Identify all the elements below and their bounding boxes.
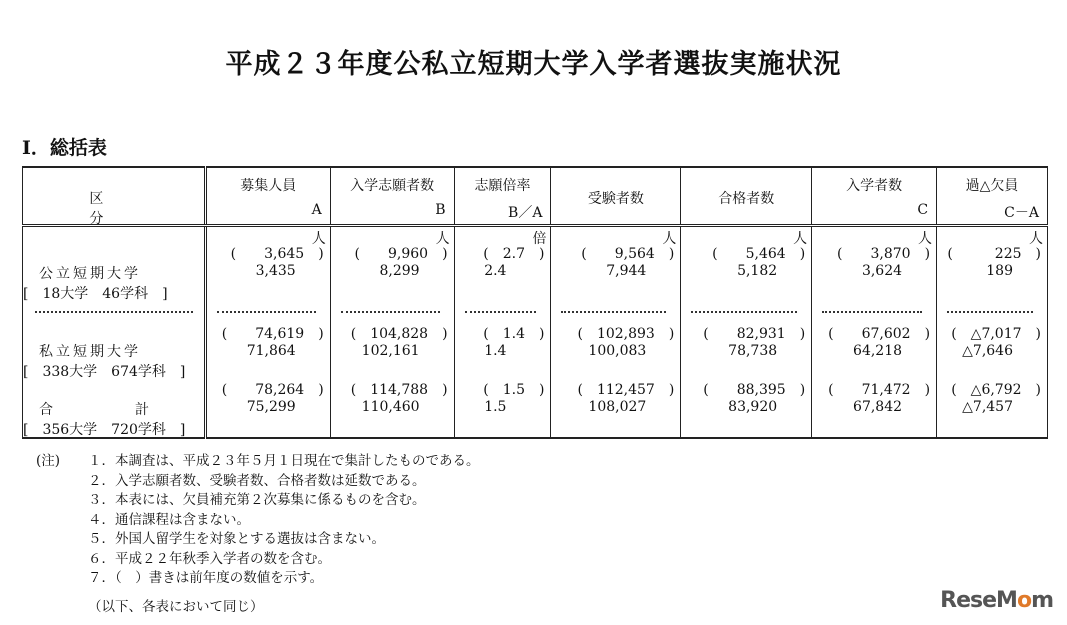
current-value: 1.5 bbox=[484, 399, 507, 415]
prev-year-value: ( △7,017 ) bbox=[951, 326, 1041, 342]
row-divider bbox=[217, 311, 316, 313]
current-value: 102,161 bbox=[361, 343, 420, 359]
header-ratio: 志願倍率 B／A bbox=[454, 167, 551, 226]
unit-label: 人 bbox=[1029, 231, 1043, 247]
column-enrolled bbox=[812, 226, 937, 439]
column-recruitment bbox=[205, 226, 330, 439]
prev-year-value: ( 1.5 ) bbox=[483, 382, 545, 398]
header-recruitment: 募集人員 A bbox=[205, 167, 330, 226]
prev-year-value: ( 88,395 ) bbox=[703, 382, 806, 398]
header-enrolled: 入学者数 C bbox=[812, 167, 937, 226]
row-divider bbox=[691, 311, 797, 313]
current-value: 71,864 bbox=[246, 343, 296, 359]
prev-year-value: ( 78,264 ) bbox=[221, 382, 324, 398]
row-divider bbox=[822, 311, 922, 313]
prev-year-value: ( 225 ) bbox=[947, 246, 1041, 262]
section-heading: Ⅰ．総括表 bbox=[22, 137, 107, 159]
note-item: ５．外国人留学生を対象とする選抜は含まない。 bbox=[88, 531, 385, 547]
column-ratio bbox=[454, 226, 551, 439]
prev-year-value: ( 104,828 ) bbox=[350, 326, 448, 342]
current-value: 5,182 bbox=[737, 263, 778, 279]
unit-label: 人 bbox=[311, 231, 326, 247]
current-value: 189 bbox=[986, 263, 1013, 279]
column-passed bbox=[681, 226, 812, 439]
note-item: ２．入学志願者数、受験者数、合格者数は延数である。 bbox=[88, 472, 426, 489]
current-value: 8,299 bbox=[379, 263, 420, 279]
note-item: １．本調査は、平成２３年５月１日現在で集計したものである。 bbox=[88, 453, 480, 469]
prev-year-value: ( 71,472 ) bbox=[828, 382, 931, 398]
row-divider bbox=[561, 311, 666, 313]
notes-footer: （以下、各表において同じ） bbox=[88, 599, 264, 615]
row-detail-public: [ 18大学 46学科 ] bbox=[23, 286, 168, 302]
current-value: 83,920 bbox=[728, 399, 778, 415]
prev-year-value: ( △6,792 ) bbox=[951, 382, 1041, 398]
category-column bbox=[23, 226, 206, 439]
prev-year-value: ( 3,645 ) bbox=[230, 246, 324, 262]
prev-year-value: ( 2.7 ) bbox=[483, 246, 545, 262]
row-divider bbox=[465, 311, 537, 313]
unit-label: 人 bbox=[793, 231, 808, 247]
prev-year-value: ( 112,457 ) bbox=[577, 382, 675, 398]
prev-year-value: ( 67,602 ) bbox=[828, 326, 931, 342]
prev-year-value: ( 102,893 ) bbox=[577, 326, 675, 342]
column-examinees bbox=[551, 226, 681, 439]
row-detail-private: [ 338大学 674学科 ] bbox=[23, 364, 186, 380]
unit-label: 人 bbox=[662, 231, 677, 247]
resemom-logo: ReseMom bbox=[940, 588, 1053, 613]
row-name-total: 合 計 bbox=[39, 402, 151, 418]
current-value: 75,299 bbox=[246, 399, 296, 415]
summary-table bbox=[22, 166, 1048, 439]
note-item: ７．（ ）書きは前年度の数値を示す。 bbox=[88, 570, 324, 586]
prev-year-value: ( 82,931 ) bbox=[703, 326, 806, 342]
row-divider bbox=[341, 311, 440, 313]
page-title: 平成２３年度公私立短期大学入学者選抜実施状況 bbox=[225, 49, 842, 80]
row-name-public: 公立短期大学 bbox=[39, 266, 141, 282]
unit-label: 人 bbox=[435, 231, 450, 247]
unit-label: 倍 bbox=[532, 231, 547, 247]
current-value: 7,944 bbox=[606, 263, 647, 279]
header-passed: 合格者数 bbox=[681, 167, 812, 226]
header-examinees: 受験者数 bbox=[551, 167, 681, 226]
prev-year-value: ( 5,464 ) bbox=[712, 246, 806, 262]
prev-year-value: ( 3,870 ) bbox=[837, 246, 931, 262]
current-value: 78,738 bbox=[728, 343, 778, 359]
note-item: ４．通信課程は含まない。 bbox=[88, 511, 250, 528]
current-value: 67,842 bbox=[853, 399, 903, 415]
row-divider bbox=[947, 311, 1033, 313]
header-category: 区 分 bbox=[23, 167, 206, 226]
unit-label: 人 bbox=[918, 231, 933, 247]
header-shortfall: 過△欠員 C－A bbox=[937, 167, 1048, 226]
current-value: △7,457 bbox=[962, 399, 1013, 415]
header-applicants: 入学志願者数 B bbox=[330, 167, 454, 226]
current-value: △7,646 bbox=[962, 343, 1013, 359]
notes-label: (注) bbox=[36, 453, 61, 469]
current-value: 110,460 bbox=[361, 399, 420, 415]
prev-year-value: ( 1.4 ) bbox=[483, 326, 545, 342]
current-value: 64,218 bbox=[853, 343, 903, 359]
current-value: 3,435 bbox=[255, 263, 296, 279]
current-value: 3,624 bbox=[861, 263, 903, 279]
column-shortfall bbox=[937, 226, 1048, 439]
prev-year-value: ( 9,960 ) bbox=[354, 246, 448, 262]
prev-year-value: ( 114,788 ) bbox=[350, 382, 448, 398]
note-item: ３．本表には、欠員補充第２次募集に係るものを含む。 bbox=[88, 492, 426, 508]
current-value: 100,083 bbox=[588, 343, 647, 359]
note-item: ６．平成２２年秋季入学者の数を含む。 bbox=[88, 550, 331, 567]
row-divider bbox=[35, 311, 193, 313]
row-detail-total: [ 356大学 720学科 ] bbox=[23, 422, 186, 438]
prev-year-value: ( 9,564 ) bbox=[581, 246, 675, 262]
row-name-private: 私立短期大学 bbox=[39, 344, 141, 360]
current-value: 1.4 bbox=[484, 343, 507, 359]
current-value: 108,027 bbox=[588, 399, 647, 415]
column-applicants bbox=[330, 226, 454, 439]
current-value: 2.4 bbox=[484, 263, 507, 279]
prev-year-value: ( 74,619 ) bbox=[221, 326, 324, 342]
